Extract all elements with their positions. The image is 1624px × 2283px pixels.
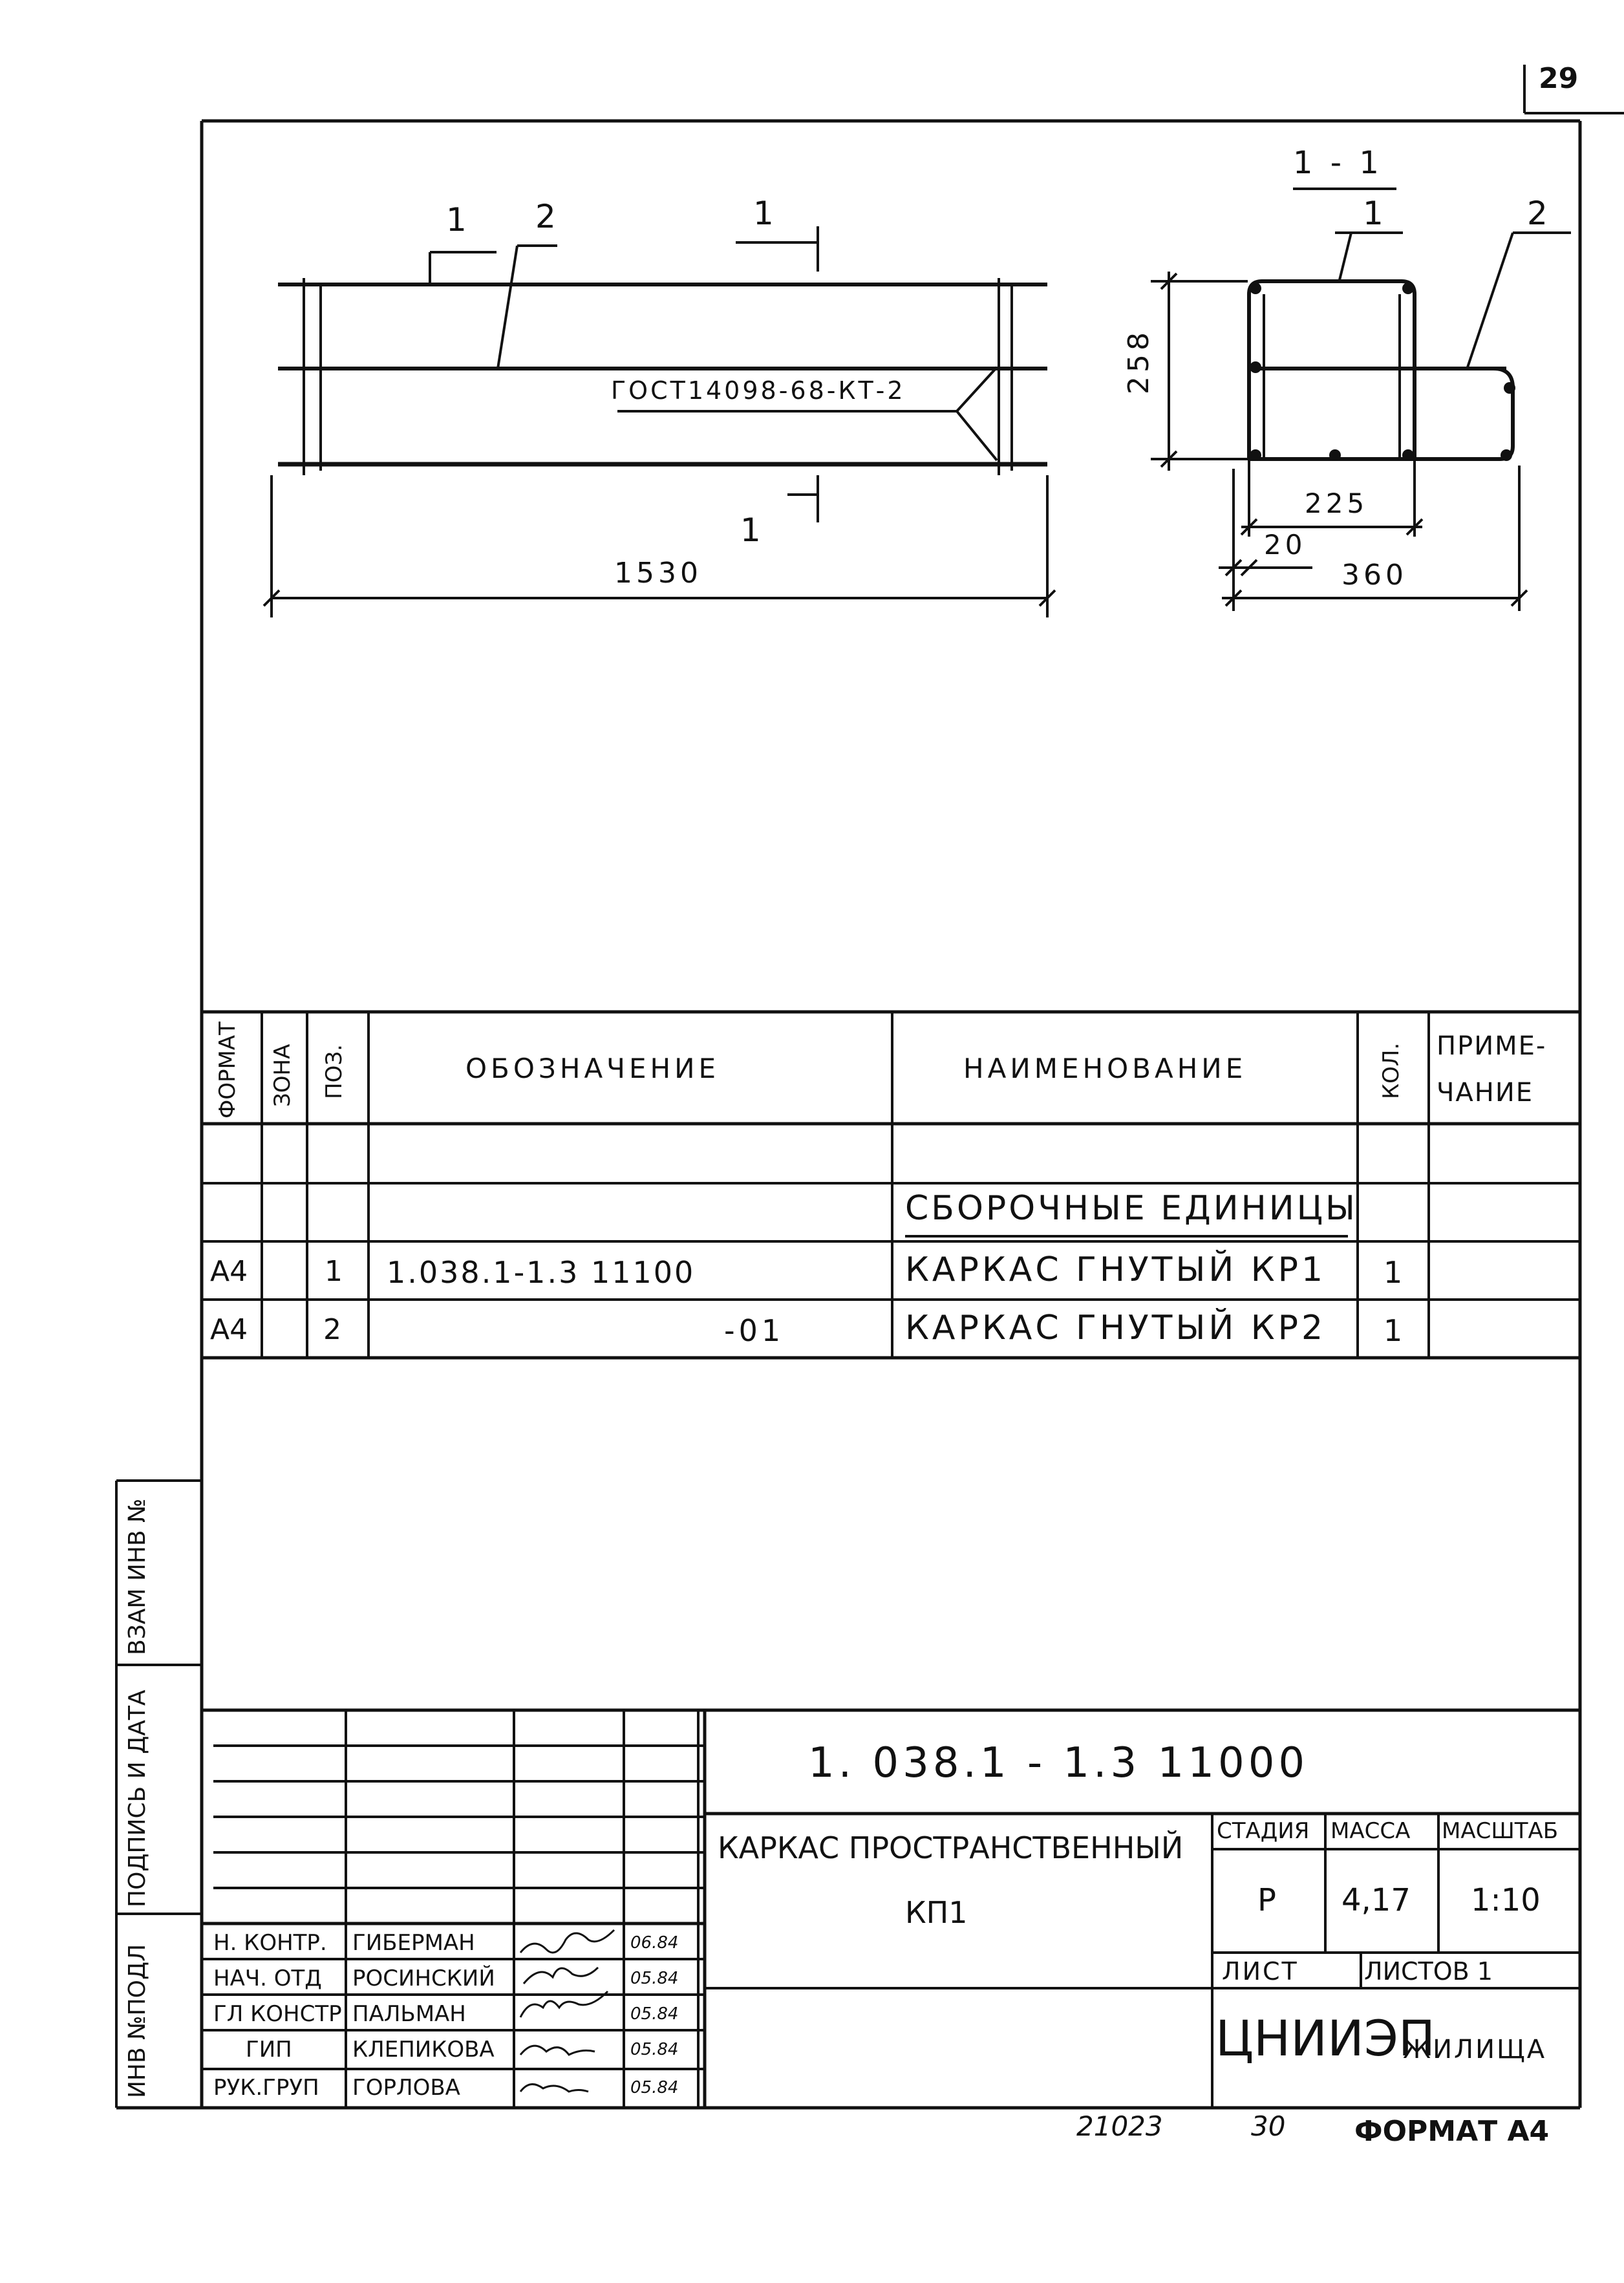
signer-5-date: 05.84 — [630, 2078, 679, 2097]
signer-1-role: Н. КОНТР. — [213, 1930, 327, 1956]
footer-number-right: 30 — [1251, 2110, 1286, 2142]
section-position-1: 1 — [1363, 195, 1387, 232]
mass-value: 4,17 — [1341, 1882, 1411, 1918]
row2-position: 2 — [323, 1313, 341, 1346]
stage-value: Р — [1257, 1882, 1276, 1918]
stage-label: СТАДИЯ — [1217, 1818, 1310, 1844]
header-quantity: КОЛ. — [1378, 1042, 1404, 1099]
section-mark-bottom: 1 — [740, 511, 765, 549]
signer-3-role: ГЛ КОНСТР — [213, 2001, 342, 2027]
row1-position: 1 — [325, 1255, 343, 1288]
weld-note: ГОСТ14098-68-КТ-2 — [611, 376, 906, 405]
title-line-2: КП1 — [905, 1895, 968, 1930]
section-mark-top: 1 — [753, 195, 778, 232]
signer-4-role: ГИП — [246, 2037, 292, 2063]
footer-number-left: 21023 — [1076, 2110, 1163, 2142]
dimension-total: 360 — [1341, 559, 1407, 592]
row2-format: А4 — [210, 1313, 248, 1346]
section-position-2: 2 — [1527, 195, 1552, 232]
header-name: НАИМЕНОВАНИЕ — [963, 1053, 1247, 1084]
signer-3-date: 05.84 — [630, 2004, 679, 2024]
document-code: 1. 038.1 - 1.3 11000 — [808, 1739, 1309, 1787]
dimension-length: 1530 — [614, 557, 702, 590]
mass-label: МАССА — [1330, 1818, 1411, 1844]
row1-format: А4 — [210, 1255, 248, 1288]
sheets-label: ЛИСТОВ 1 — [1364, 1957, 1493, 1986]
signer-1-date: 06.84 — [630, 1933, 679, 1953]
signer-2-date: 05.84 — [630, 1969, 679, 1988]
position-label-2: 2 — [535, 198, 560, 235]
signer-4-date: 05.84 — [630, 2040, 679, 2059]
scale-value: 1:10 — [1471, 1882, 1541, 1918]
header-note-line2: ЧАНИЕ — [1437, 1078, 1534, 1108]
spec-section-heading: СБОРОЧНЫЕ ЕДИНИЦЫ — [905, 1189, 1358, 1228]
signer-5-name: ГОРЛОВА — [352, 2075, 460, 2101]
row1-designation: 1.038.1-1.3 11100 — [387, 1255, 696, 1290]
header-note-line1: ПРИМЕ- — [1437, 1031, 1547, 1061]
signer-4-name: КЛЕПИКОВА — [352, 2037, 495, 2063]
row1-quantity: 1 — [1384, 1255, 1403, 1290]
header-designation: ОБОЗНАЧЕНИЕ — [465, 1053, 720, 1084]
signer-2-name: РОСИНСКИЙ — [352, 1966, 495, 1991]
row1-name: КАРКАС ГНУТЫЙ КР1 — [905, 1250, 1327, 1289]
side-stamp-inv-podl: ИНВ №ПОДЛ — [124, 1944, 151, 2098]
dimension-height: 258 — [1122, 328, 1155, 394]
page-number: 29 — [1539, 62, 1579, 95]
header-format: ФОРМАТ — [215, 1022, 240, 1119]
side-stamp-signature-date: ПОДПИСЬ И ДАТА — [124, 1689, 151, 1907]
signer-3-name: ПАЛЬМАН — [352, 2001, 466, 2027]
signer-2-role: НАЧ. ОТД — [213, 1966, 322, 1991]
title-line-1: КАРКАС ПРОСТРАНСТВЕННЫЙ — [718, 1830, 1184, 1865]
row2-designation: -01 — [724, 1313, 785, 1348]
dimension-offset: 20 — [1264, 529, 1307, 561]
organization-sub: ЖИЛИЩА — [1403, 2035, 1547, 2064]
row2-quantity: 1 — [1384, 1313, 1403, 1348]
header-position: ПОЗ. — [321, 1044, 347, 1099]
position-label-1: 1 — [446, 201, 471, 239]
section-title: 1 - 1 — [1293, 145, 1383, 181]
row2-name: КАРКАС ГНУТЫЙ КР2 — [905, 1309, 1327, 1347]
organization-main: ЦНИИЭП — [1215, 2010, 1436, 2067]
side-stamp-vzam-inv: ВЗАМ ИНВ № — [124, 1498, 151, 1655]
header-zone: ЗОНА — [270, 1044, 295, 1107]
scale-label: МАСШТАБ — [1442, 1818, 1559, 1844]
sheet-label: ЛИСТ — [1222, 1957, 1299, 1986]
footer-format: ФОРМАТ А4 — [1354, 2115, 1550, 2148]
signer-1-name: ГИБЕРМАН — [352, 1930, 475, 1956]
dimension-inner: 225 — [1305, 488, 1369, 519]
signer-5-role: РУК.ГРУП — [213, 2075, 319, 2101]
